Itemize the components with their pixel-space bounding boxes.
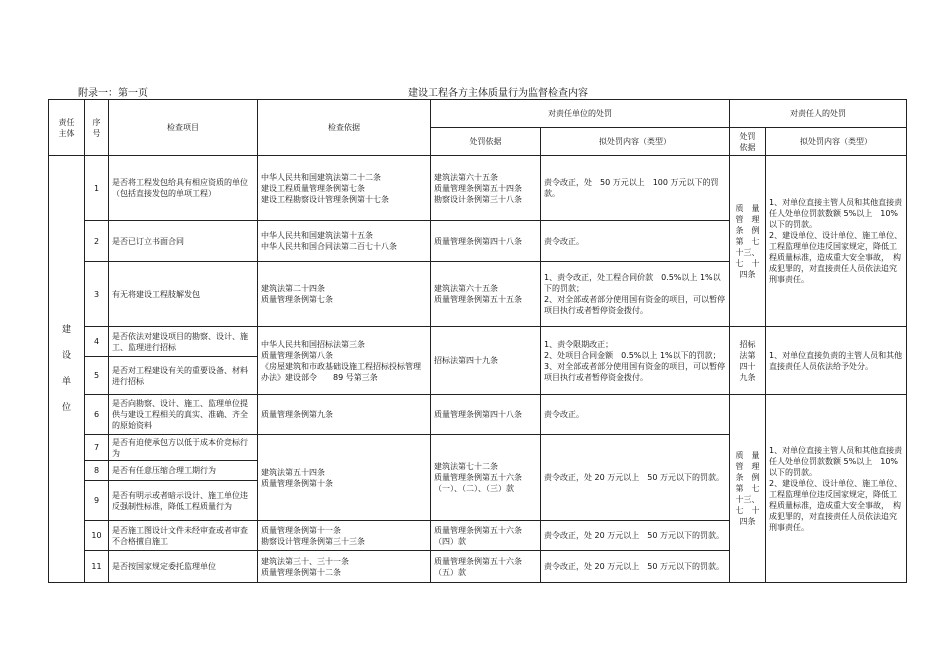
header-seq: 序 号 — [85, 100, 109, 156]
row-basis: 建筑法第三十、三十一条 质量管理条例第十二条 — [258, 551, 431, 583]
row-seq: 2 — [85, 221, 109, 262]
row-item: 是否依法对建设项目的勘察、设计、施工、监理进行招标 — [109, 327, 258, 357]
header-person-penalty: 对责任人的处罚 — [730, 100, 907, 128]
row-seq: 1 — [85, 156, 109, 221]
row-unit-basis: 建筑法第六十五条 质量管理条例第五十五条 — [431, 262, 541, 327]
header-unit-penalty: 对责任单位的处罚 — [431, 100, 730, 128]
row-item: 有无将建设工程肢解发包 — [109, 262, 258, 327]
row-seq: 6 — [85, 395, 109, 435]
row-item: 是否有明示或者暗示设计、施工单位违反强制性标准，降低工程质量行为 — [109, 481, 258, 521]
person-basis: 质 量 管 理 条 例 第 七 十三、 七 十 四条 — [730, 156, 766, 327]
row-basis: 中华人民共和国招标法第三条 质量管理条例第八条 《房屋建筑和市政基础设施工程招标投标管理办法》建设部令 89 号第三条 — [258, 327, 431, 395]
header-basis: 检查依据 — [258, 100, 431, 156]
header-person-basis: 处罚 依据 — [730, 128, 766, 156]
row-item: 是否施工图设计文件未经审查或者审查不合格擅自施工 — [109, 521, 258, 551]
row-unit-basis: 招标法第四十九条 — [431, 327, 541, 395]
row-unit-basis: 建筑法第六十五条 质量管理条例第五十四条 勘察设计条例第三十八条 — [431, 156, 541, 221]
row-basis: 质量管理条例第九条 — [258, 395, 431, 435]
table-row — [49, 395, 907, 435]
row-item: 是否有任意压缩合理工期行为 — [109, 461, 258, 481]
row-unit-content: 1、责令限期改正； 2、处项目合同金额 0.5%以上 1%以下的罚款； 3、对全部或者部分使用国有资金的项目，可以暂停项目执行或者暂停资金拨付。 — [541, 327, 730, 395]
row-seq: 5 — [85, 357, 109, 395]
table-row — [49, 156, 907, 221]
row-item: 是否对工程建设有关的重要设备、材料进行招标 — [109, 357, 258, 395]
person-basis: 招标 法第 四十 九条 — [730, 327, 766, 395]
header-person-content: 拟处罚内容（类型） — [766, 128, 907, 156]
header-unit-basis: 处罚依据 — [431, 128, 541, 156]
row-basis: 建筑法第二十四条 质量管理条例第七条 — [258, 262, 431, 327]
header-item: 检查项目 — [109, 100, 258, 156]
row-item: 是否有迫使承包方以低于成本价竞标行为 — [109, 435, 258, 461]
row-item: 是否已订立书面合同 — [109, 221, 258, 262]
header-subject: 责任 主体 — [49, 100, 85, 156]
document-title: 建设工程各方主体质量行为监督检查内容 — [408, 88, 588, 99]
row-item: 是否按国家规定委托监理单位 — [109, 551, 258, 583]
row-seq: 9 — [85, 481, 109, 521]
document-header — [48, 84, 908, 100]
row-unit-content: 责令改正，处 20 万元以上 50 万元以下的罚款。 — [541, 521, 730, 551]
row-seq: 8 — [85, 461, 109, 481]
row-unit-content: 责令改正，处 20 万元以上 50 万元以下的罚款。 — [541, 435, 730, 521]
inspection-table — [48, 99, 907, 583]
row-seq: 4 — [85, 327, 109, 357]
row-item: 是否将工程发包给具有相应资质的单位 （包括直接发包的单项工程） — [109, 156, 258, 221]
row-unit-content: 责令改正，处 20 万元以上 50 万元以下的罚款。 — [541, 551, 730, 583]
row-unit-content: 1、责令改正，处工程合同价款 0.5%以上 1%以下的罚款； 2、对全部或者部分使用国有资金的项目，可以暂停项目执行或者暂停资金拨付。 — [541, 262, 730, 327]
row-basis: 中华人民共和国建筑法第十五条 中华人民共和国合同法第二百七十八条 — [258, 221, 431, 262]
table-row — [49, 327, 907, 357]
row-unit-content: 责令改正，处 50 万元以上 100 万元以下的罚款。 — [541, 156, 730, 221]
row-item: 是否向勘察、设计、施工、监理单位提供与建设工程相关的真实、准确、齐全的原始资料 — [109, 395, 258, 435]
person-basis: 质 量 管 理 条 例 第 七 十三、 七 十 四条 — [730, 395, 766, 583]
row-basis: 建筑法第五十四条 质量管理条例第十条 — [258, 435, 431, 521]
row-seq: 3 — [85, 262, 109, 327]
row-unit-basis: 质量管理条例第四十八条 — [431, 221, 541, 262]
row-basis: 质量管理条例第十一条 勘察设计管理条例第三十三条 — [258, 521, 431, 551]
row-unit-basis: 质量管理条例第五十六条（五）款 — [431, 551, 541, 583]
person-content: 1、对单位直接主管人员和其他直接责任人处单位罚款数额 5%以上 10%以下的罚款。 2、建设单位、设计单位、施工单位、工程监理单位违反国家规定，降低工程质量标准，造成重大安全事故， 构成犯罪的，对直接责任人员依法追究刑事责任。 — [766, 395, 907, 583]
row-unit-content: 责令改正。 — [541, 221, 730, 262]
row-unit-basis: 质量管理条例第五十六条（四）款 — [431, 521, 541, 551]
row-seq: 11 — [85, 551, 109, 583]
header-unit-content: 拟处罚内容（类型） — [541, 128, 730, 156]
row-unit-content: 责令改正。 — [541, 395, 730, 435]
responsible-subject: 建 设 单 位 — [49, 156, 85, 583]
row-basis: 中华人民共和国建筑法第二十二条 建设工程质量管理条例第七条 建设工程勘察设计管理条例第十七条 — [258, 156, 431, 221]
person-content: 1、对单位直接负责的主管人员和其他直接责任人员依法给予处分。 — [766, 327, 907, 395]
person-content: 1、对单位直接主管人员和其他直接责任人处单位罚款数额 5%以上 10%以下的罚款。 2、建设单位、设计单位、施工单位、工程监理单位违反国家规定，降低工程质量标准，造成重大安全事故， 构成犯罪的，对直接责任人员依法追究刑事责任。 — [766, 156, 907, 327]
row-unit-basis: 质量管理条例第四十八条 — [431, 395, 541, 435]
row-seq: 10 — [85, 521, 109, 551]
appendix-label: 附录一：第一页 — [78, 88, 148, 99]
row-seq: 7 — [85, 435, 109, 461]
row-unit-basis: 建筑法第七十二条 质量管理条例第五十六条（一）、（二）、（三）款 — [431, 435, 541, 521]
